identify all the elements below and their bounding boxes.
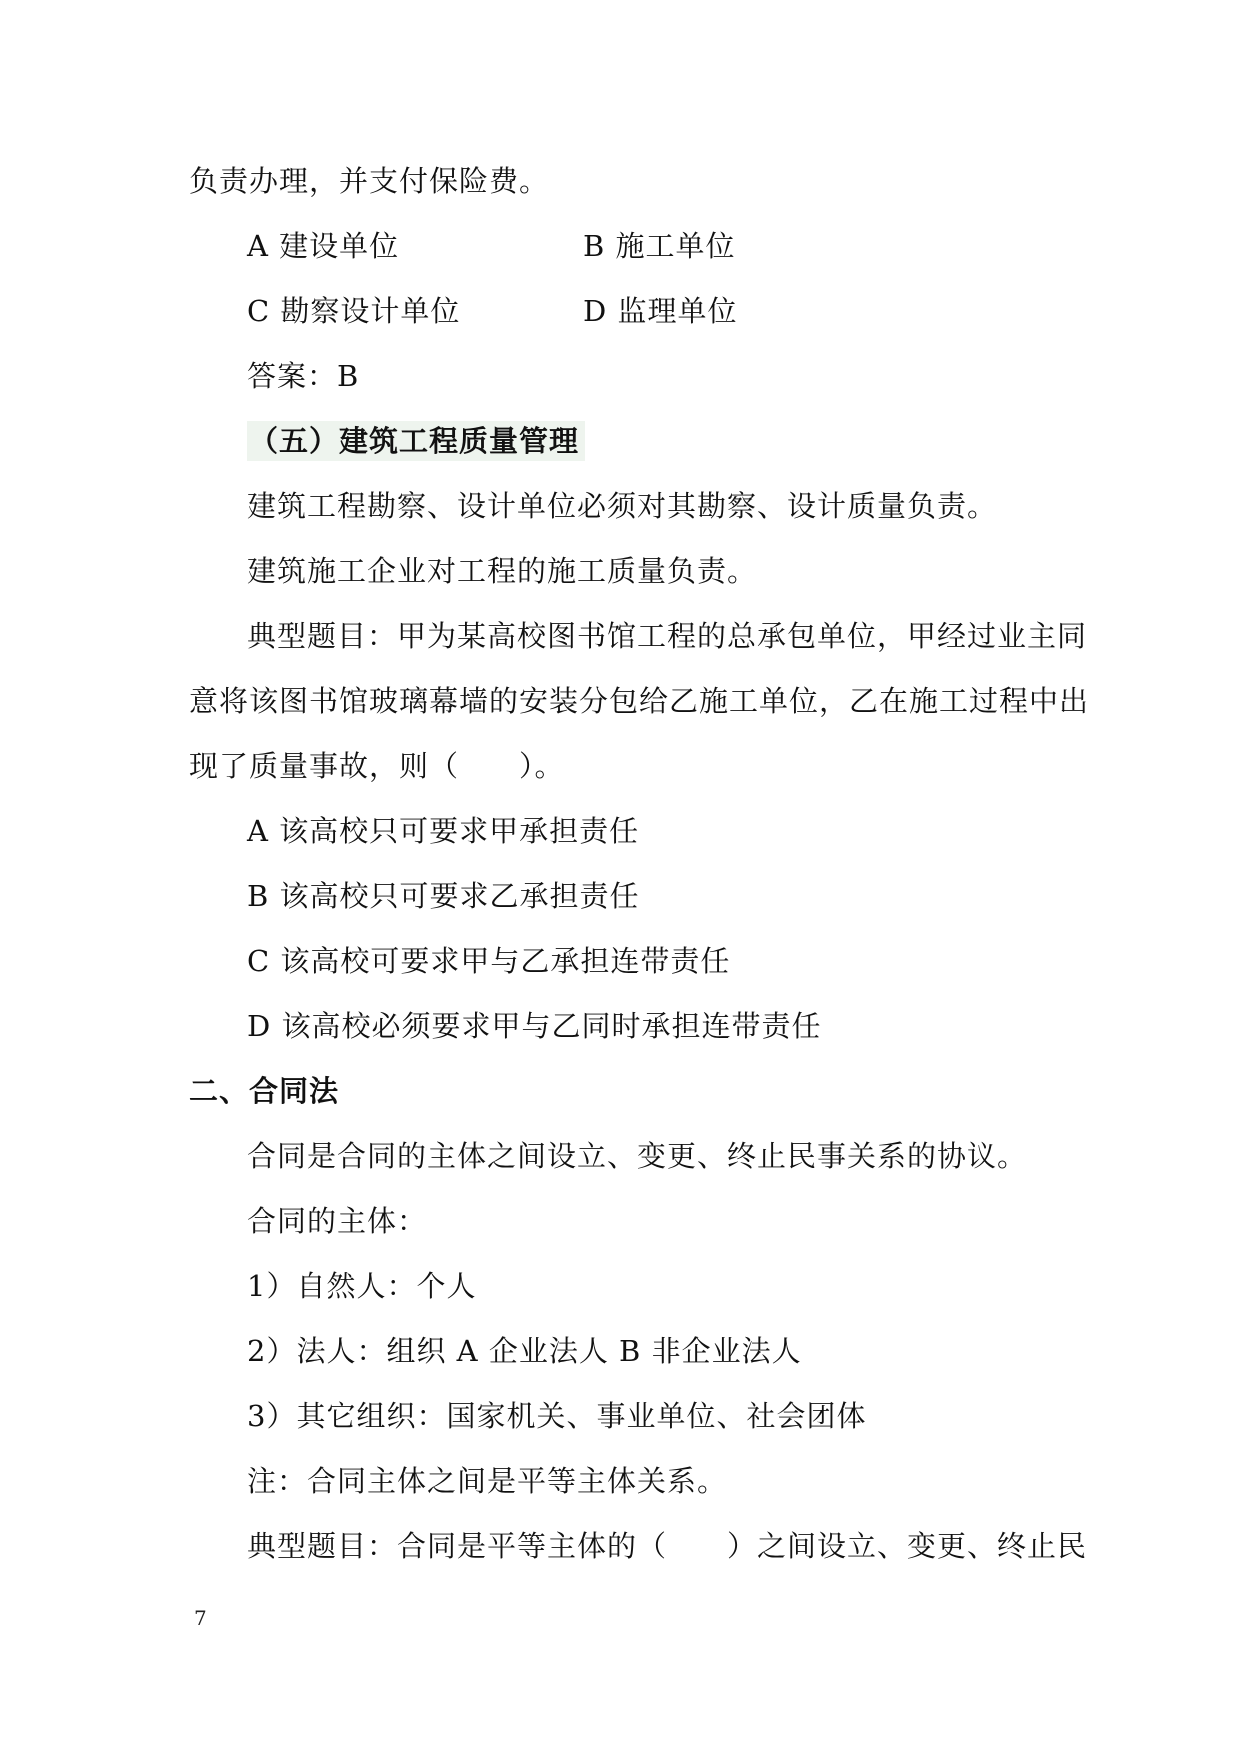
option-b: B 施工单位 [583, 229, 736, 263]
answer-line: 答案：B [247, 359, 360, 393]
paragraph: 合同是合同的主体之间设立、变更、终止民事关系的协议。 [247, 1139, 1028, 1173]
option-c: C 该高校可要求甲与乙承担连带责任 [247, 944, 731, 978]
list-item: 2）法人：组织 A 企业法人 B 非企业法人 [247, 1334, 802, 1368]
question-text: 典型题目：甲为某高校图书馆工程的总承包单位，甲经过业主同 [247, 619, 1088, 653]
paragraph: 建筑工程勘察、设计单位必须对其勘察、设计质量负责。 [247, 489, 998, 523]
option-c: C 勘察设计单位 [247, 294, 461, 328]
paragraph: 合同的主体： [247, 1204, 428, 1238]
list-item: 3）其它组织：国家机关、事业单位、社会团体 [247, 1399, 867, 1433]
page-number: 7 [194, 1606, 207, 1630]
note: 注：合同主体之间是平等主体关系。 [247, 1464, 728, 1498]
option-a: A 该高校只可要求甲承担责任 [247, 814, 640, 848]
option-d: D 该高校必须要求甲与乙同时承担连带责任 [247, 1009, 822, 1043]
question-text: 现了质量事故，则（ ）。 [189, 749, 565, 783]
question-text: 意将该图书馆玻璃幕墙的安装分包给乙施工单位，乙在施工过程中出 [189, 684, 1090, 718]
section-heading: （五）建筑工程质量管理 [247, 421, 585, 461]
list-item: 1）自然人：个人 [247, 1269, 477, 1303]
option-d: D 监理单位 [583, 294, 738, 328]
paragraph: 建筑施工企业对工程的施工质量负责。 [247, 554, 758, 588]
question-text: 典型题目：合同是平等主体的（ ）之间设立、变更、终止民 [247, 1529, 1088, 1563]
option-b: B 该高校只可要求乙承担责任 [247, 879, 640, 913]
option-a: A 建设单位 [247, 229, 400, 263]
chapter-heading: 二、合同法 [189, 1074, 340, 1108]
text-line: 负责办理，并支付保险费。 [189, 164, 550, 198]
